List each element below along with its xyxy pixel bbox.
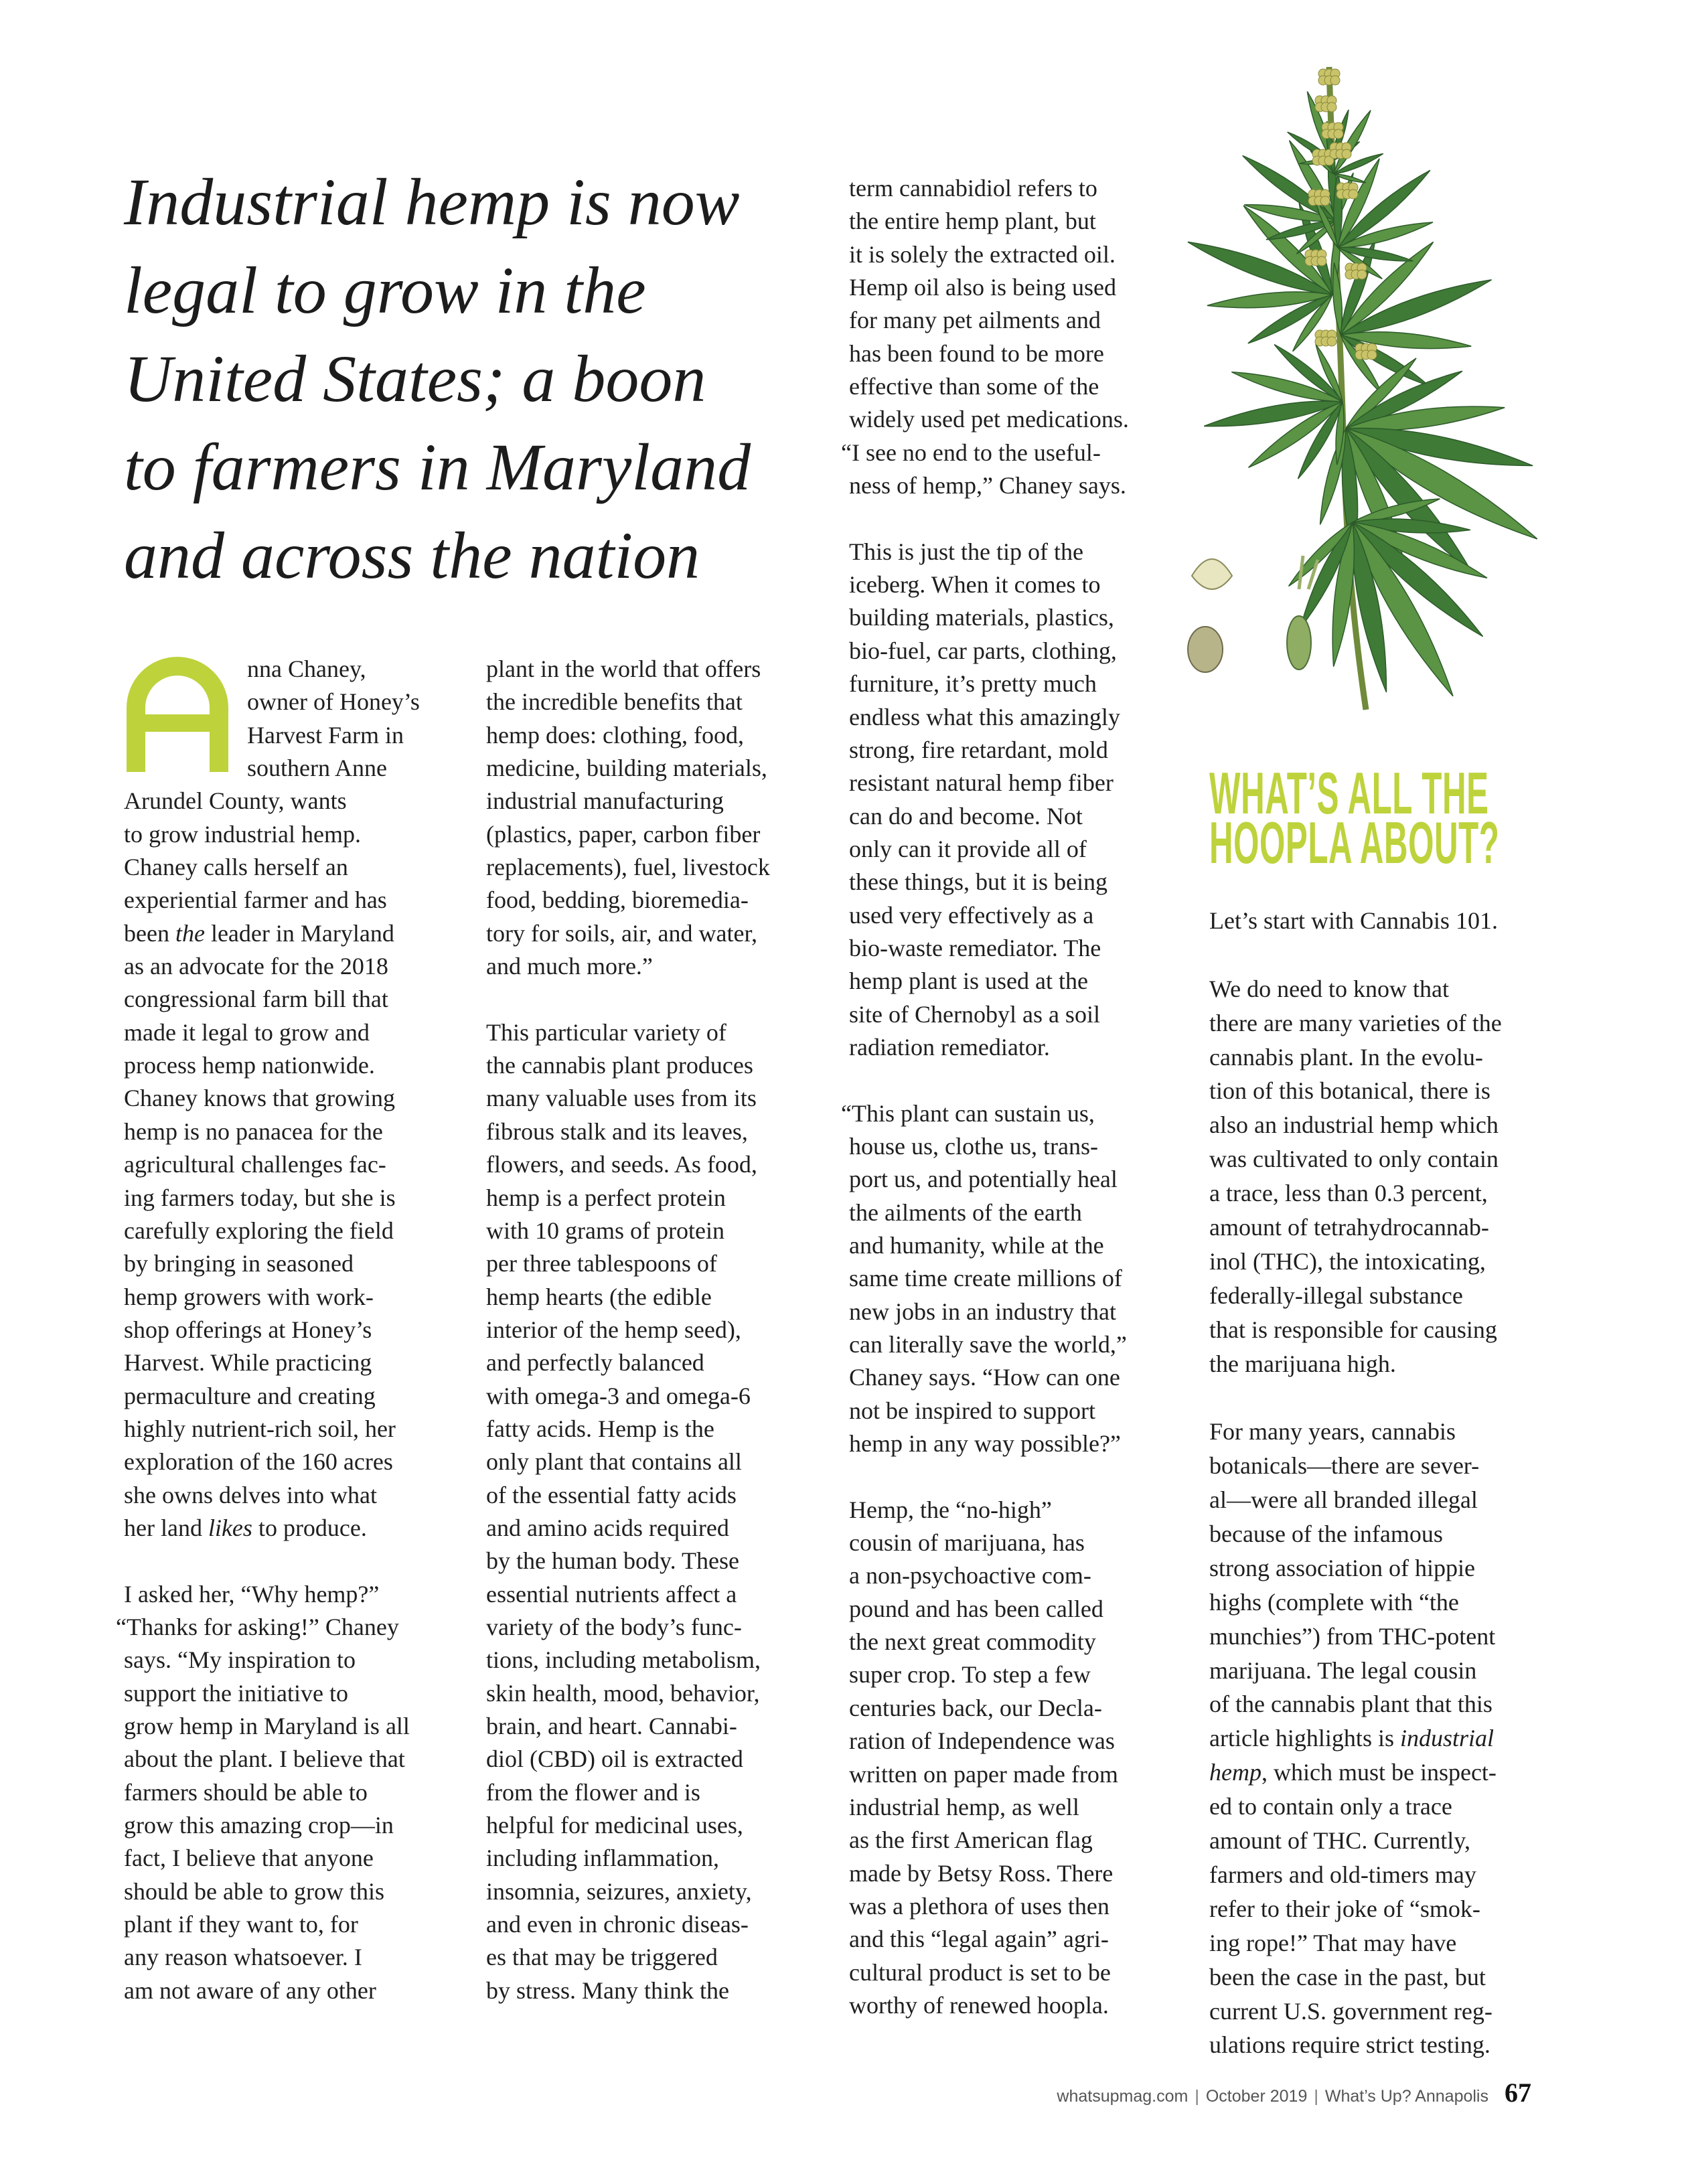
text-line: tion of this botanical, there is: [1209, 1077, 1490, 1105]
text-line: experiential farmer and has: [124, 886, 387, 914]
plant-leaf: [1204, 344, 1344, 479]
text-line: used very effectively as a: [849, 901, 1094, 929]
text-line: written on paper made from: [849, 1760, 1118, 1788]
text-line: any reason whatsoever. I: [124, 1944, 362, 1971]
text-line: iceberg. When it comes to: [849, 571, 1101, 599]
footer-separator: |: [1195, 2087, 1199, 2106]
text-line: of the cannabis plant that this: [1209, 1691, 1493, 1718]
male-flower: [1192, 559, 1232, 589]
text-line: flowers, and seeds. As food,: [486, 1151, 757, 1178]
text-line: Chaney calls herself an: [124, 854, 348, 881]
text-line: congressional farm bill that: [124, 986, 388, 1013]
text-line: This is just the tip of the: [849, 538, 1083, 565]
headline-line: to farmers in Maryland: [124, 430, 751, 504]
text-line: was cultivated to only contain: [1209, 1146, 1499, 1173]
text-line: cannabis plant. In the evolu-: [1209, 1043, 1483, 1071]
text-line: ness of hemp,” Chaney says.: [849, 472, 1126, 499]
text-line: been the leader in Maryland: [124, 919, 394, 947]
text-line: cultural product is set to be: [849, 1958, 1111, 1986]
flower-bud: [1327, 102, 1336, 112]
headline-line: Industrial hemp is now: [124, 165, 740, 239]
paragraph-break: [849, 1064, 1129, 1097]
text-line: munchies”) from THC-potent: [1209, 1622, 1496, 1650]
text-line: hemp is a perfect protein: [486, 1184, 726, 1211]
text-line: carefully exploring the field: [124, 1217, 394, 1244]
text-line: strong association of hippie: [1209, 1554, 1475, 1581]
text-line: pound and has been called: [849, 1595, 1103, 1622]
text-line: “I see no end to the useful-: [841, 439, 1101, 466]
text-line: made it legal to grow and: [124, 1018, 370, 1046]
paragraph-break: [124, 1545, 420, 1577]
text-line: highly nutrient-rich soil, her: [124, 1415, 396, 1442]
text-line: furniture, it’s pretty much: [849, 670, 1097, 698]
text-line: the cannabis plant produces: [486, 1052, 753, 1079]
text-line: helpful for medicinal uses,: [486, 1812, 743, 1839]
text-line: only can it provide all of: [849, 835, 1087, 862]
text-line: Hemp oil also is being used: [849, 274, 1116, 301]
hemp-plant-illustration: [1165, 54, 1594, 723]
text-line: and this “legal again” agri-: [849, 1926, 1109, 1953]
flower-bud: [1342, 149, 1351, 159]
text-line: plant in the world that offers: [486, 655, 761, 682]
text-line: hemp, which must be inspect-: [1209, 1759, 1497, 1786]
text-line: of the essential fatty acids: [486, 1481, 737, 1508]
text-line: support the initiative to: [124, 1679, 348, 1707]
text-line: federally-illegal substance: [1209, 1281, 1463, 1309]
text-line: it is solely the extracted oil.: [849, 240, 1116, 268]
flower-bud: [1320, 196, 1330, 206]
sidebar-heading-line: WHAT’S ALL THE: [1209, 760, 1489, 826]
flower-bud: [1317, 256, 1326, 266]
text-line: per three tablespoons of: [486, 1250, 717, 1277]
text-line: highs (complete with “the: [1209, 1588, 1459, 1616]
text-line: was a plethora of uses then: [849, 1892, 1110, 1920]
text-line: exploration of the 160 acres: [124, 1448, 393, 1476]
text-line: effective than some of the: [849, 373, 1099, 400]
text-line: I asked her, “Why hemp?”: [124, 1580, 380, 1608]
text-line: by the human body. These: [486, 1547, 739, 1575]
text-line: with omega-3 and omega-6: [486, 1382, 751, 1409]
paragraph-break: [849, 502, 1129, 535]
text-line: and even in chronic diseas-: [486, 1911, 749, 1938]
text-line: medicine, building materials,: [486, 755, 767, 782]
text-line: inol (THC), the intoxicating,: [1209, 1247, 1486, 1275]
text-line: about the plant. I believe that: [124, 1745, 405, 1773]
sidebar-heading-line: HOOPLA ABOUT?: [1209, 809, 1500, 876]
page-number: 67: [1505, 2078, 1531, 2108]
text-line: site of Chernobyl as a soil: [849, 1000, 1100, 1028]
flower-bud: [1357, 270, 1367, 279]
text-line: and humanity, while at the: [849, 1232, 1104, 1259]
text-line: same time create millions of: [849, 1265, 1122, 1292]
text-line: shop offerings at Honey’s: [124, 1316, 372, 1343]
text-line: that is responsible for causing: [1209, 1316, 1497, 1343]
text-line: made by Betsy Ross. There: [849, 1859, 1114, 1887]
paragraph-break: [1209, 1381, 1502, 1415]
text-line: the incredible benefits that: [486, 688, 743, 716]
text-line: many valuable uses from its: [486, 1085, 757, 1112]
text-line: variety of the body’s func-: [486, 1613, 742, 1640]
article-column-3: [841, 172, 1129, 2022]
text-line: Let’s start with Cannabis 101.: [1209, 907, 1498, 934]
text-line: farmers should be able to: [124, 1778, 368, 1806]
emphasis: hemp: [1209, 1759, 1262, 1786]
text-line: not be inspired to support: [849, 1397, 1095, 1424]
text-line: endless what this amazingly: [849, 703, 1120, 730]
footer-publication: What’s Up? Annapolis: [1324, 2087, 1488, 2106]
text-line: current U.S. government reg-: [1209, 1997, 1493, 2025]
text-line: hemp does: clothing, food,: [486, 721, 744, 749]
text-line: This particular variety of: [486, 1018, 727, 1046]
flower-bud: [1367, 350, 1377, 360]
text-line: refer to their joke of “smok-: [1209, 1895, 1480, 1922]
text-line: by stress. Many think the: [486, 1976, 729, 2004]
text-line: widely used pet medications.: [849, 406, 1129, 433]
text-line: radiation remediator.: [849, 1033, 1050, 1061]
text-line: and perfectly balanced: [486, 1349, 704, 1377]
text-line: the next great commodity: [849, 1628, 1096, 1656]
text-line: Hemp, the “no-high”: [849, 1496, 1052, 1523]
text-line: term cannabidiol refers to: [849, 175, 1097, 202]
text-line: only plant that contains all: [486, 1448, 742, 1476]
text-line: hemp hearts (the edible: [486, 1283, 712, 1310]
text-line: new jobs in an industry that: [849, 1298, 1116, 1325]
article-column-1: [116, 653, 420, 2007]
emphasis: likes: [208, 1514, 252, 1541]
text-line: because of the infamous: [1209, 1520, 1443, 1548]
text-line: interior of the hemp seed),: [486, 1316, 741, 1343]
text-line: replacements), fuel, livestock: [486, 854, 770, 881]
text-line: Harvest Farm in: [247, 721, 404, 749]
paragraph-break: [486, 983, 770, 1016]
text-line: Chaney says. “How can one: [849, 1364, 1120, 1391]
seed: [1188, 627, 1223, 672]
text-line: cousin of marijuana, has: [849, 1529, 1085, 1557]
text-line: fibrous stalk and its leaves,: [486, 1117, 748, 1145]
headline-line: United States; a boon: [124, 341, 706, 416]
article-headline: [124, 158, 954, 600]
text-line: nna Chaney,: [247, 655, 366, 682]
page-footer: [1057, 2077, 1531, 2108]
text-line: should be able to grow this: [124, 1877, 384, 1905]
paragraph-break: [1209, 938, 1502, 972]
text-line: worthy of renewed hoopla.: [849, 1991, 1109, 2019]
text-line: hemp plant is used at the: [849, 967, 1088, 995]
paragraph-break: [849, 1460, 1129, 1493]
text-line: southern Anne: [247, 755, 387, 782]
text-line: and much more.”: [486, 953, 653, 980]
text-line: a non-psychoactive com-: [849, 1562, 1091, 1589]
article-column-2: [486, 653, 770, 2007]
text-line: (plastics, paper, carbon fiber: [486, 820, 761, 848]
text-line: hemp in any way possible?”: [849, 1430, 1121, 1458]
text-line: her land likes to produce.: [124, 1514, 367, 1541]
text-line: permaculture and creating: [124, 1382, 376, 1409]
text-line: tory for soils, air, and water,: [486, 919, 757, 947]
text-line: centuries back, our Decla-: [849, 1694, 1102, 1721]
text-line: these things, but it is being: [849, 868, 1107, 896]
text-line: the marijuana high.: [1209, 1350, 1396, 1377]
text-line: plant if they want to, for: [124, 1911, 358, 1938]
text-line: can do and become. Not: [849, 802, 1083, 830]
text-line: process hemp nationwide.: [124, 1052, 375, 1079]
text-line: am not aware of any other: [124, 1976, 376, 2004]
text-line: agricultural challenges fac-: [124, 1151, 386, 1178]
text-line: with 10 grams of protein: [486, 1217, 724, 1244]
text-line: port us, and potentially heal: [849, 1166, 1118, 1193]
text-line: ing farmers today, but she is: [124, 1184, 396, 1211]
text-line: al—were all branded illegal: [1209, 1486, 1478, 1514]
footer-separator: |: [1314, 2087, 1318, 2106]
text-line: industrial manufacturing: [486, 787, 724, 815]
text-line: es that may be triggered: [486, 1944, 718, 1971]
text-line: to grow industrial hemp.: [124, 820, 361, 848]
text-line: strong, fire retardant, mold: [849, 736, 1108, 763]
headline-line: and across the nation: [124, 518, 700, 593]
text-line: by bringing in seasoned: [124, 1250, 354, 1277]
flower-bud: [1327, 337, 1336, 346]
text-line: for many pet ailments and: [849, 307, 1101, 334]
text-line: amount of tetrahydrocannab-: [1209, 1214, 1489, 1241]
text-line: ulations require strict testing.: [1209, 2031, 1490, 2059]
text-line: “Thanks for asking!” Chaney: [116, 1613, 399, 1640]
text-line: diol (CBD) oil is extracted: [486, 1745, 743, 1773]
footer-site: whatsupmag.com: [1057, 2087, 1189, 2106]
text-line: resistant natural hemp fiber: [849, 769, 1114, 797]
text-line: has been found to be more: [849, 339, 1104, 367]
plant-leaf: [1289, 499, 1487, 696]
text-line: Arundel County, wants: [124, 787, 347, 815]
text-line: the entire hemp plant, but: [849, 208, 1096, 235]
text-line: article highlights is industrial: [1209, 1725, 1494, 1752]
text-line: We do need to know that: [1209, 975, 1450, 1002]
text-line: Harvest. While practicing: [124, 1349, 372, 1377]
flower-bud: [1330, 76, 1340, 85]
text-line: house us, clothe us, trans-: [849, 1132, 1098, 1160]
text-line: grow this amazing crop—in: [124, 1812, 394, 1839]
text-line: can literally save the world,”: [849, 1331, 1127, 1358]
text-line: tions, including metabolism,: [486, 1646, 761, 1674]
text-line: hemp is no panacea for the: [124, 1117, 383, 1145]
text-line: been the case in the past, but: [1209, 1963, 1486, 1991]
footer-issue: October 2019: [1205, 2087, 1308, 2106]
text-line: fatty acids. Hemp is the: [486, 1415, 714, 1442]
text-line: a trace, less than 0.3 percent,: [1209, 1180, 1488, 1207]
text-line: ration of Independence was: [849, 1727, 1115, 1755]
text-line: brain, and heart. Cannabi-: [486, 1713, 737, 1739]
text-line: Chaney knows that growing: [124, 1085, 395, 1112]
text-line: food, bedding, bioremedia-: [486, 886, 749, 914]
text-line: bio-fuel, car parts, clothing,: [849, 637, 1117, 664]
emphasis: the: [175, 919, 205, 947]
text-line: including inflammation,: [486, 1845, 719, 1872]
text-line: fact, I believe that anyone: [124, 1845, 374, 1872]
text-line: also an industrial hemp which: [1209, 1111, 1499, 1139]
text-line: as an advocate for the 2018: [124, 953, 388, 980]
text-line: industrial hemp, as well: [849, 1793, 1079, 1820]
text-line: says. “My inspiration to: [124, 1646, 356, 1674]
text-line: owner of Honey’s: [247, 688, 420, 716]
text-line: as the first American flag: [849, 1826, 1093, 1854]
text-line: insomnia, seizures, anxiety,: [486, 1877, 752, 1905]
flower-bud: [1349, 189, 1358, 199]
sidebar-body: [1209, 904, 1502, 2062]
text-line: For many years, cannabis: [1209, 1418, 1456, 1446]
text-line: from the flower and is: [486, 1778, 700, 1806]
text-line: amount of THC. Currently,: [1209, 1827, 1470, 1855]
text-line: essential nutrients affect a: [486, 1580, 737, 1608]
text-line: botanicals—there are sever-: [1209, 1452, 1480, 1480]
text-line: skin health, mood, behavior,: [486, 1679, 760, 1707]
text-line: super crop. To step a few: [849, 1661, 1091, 1689]
text-line: there are many varieties of the: [1209, 1009, 1502, 1036]
text-line: grow hemp in Maryland is all: [124, 1713, 410, 1739]
text-line: marijuana. The legal cousin: [1209, 1656, 1477, 1684]
text-line: ing rope!” That may have: [1209, 1929, 1457, 1956]
sidebar-heading: [1209, 760, 1500, 876]
headline-line: legal to grow in the: [124, 253, 646, 327]
text-line: the ailments of the earth: [849, 1198, 1082, 1226]
text-line: “This plant can sustain us,: [841, 1099, 1095, 1127]
leaflet: [1333, 262, 1343, 335]
text-line: bio-waste remediator. The: [849, 934, 1101, 961]
seed-pod: [1287, 616, 1311, 670]
text-line: hemp growers with work-: [124, 1283, 374, 1310]
text-line: and amino acids required: [486, 1514, 729, 1541]
text-line: she owns delves into what: [124, 1481, 377, 1508]
text-line: farmers and old-timers may: [1209, 1861, 1476, 1888]
text-line: ed to contain only a trace: [1209, 1793, 1452, 1820]
text-line: building materials, plastics,: [849, 604, 1114, 631]
emphasis: industrial: [1399, 1725, 1494, 1752]
flower-bud: [1334, 129, 1343, 139]
